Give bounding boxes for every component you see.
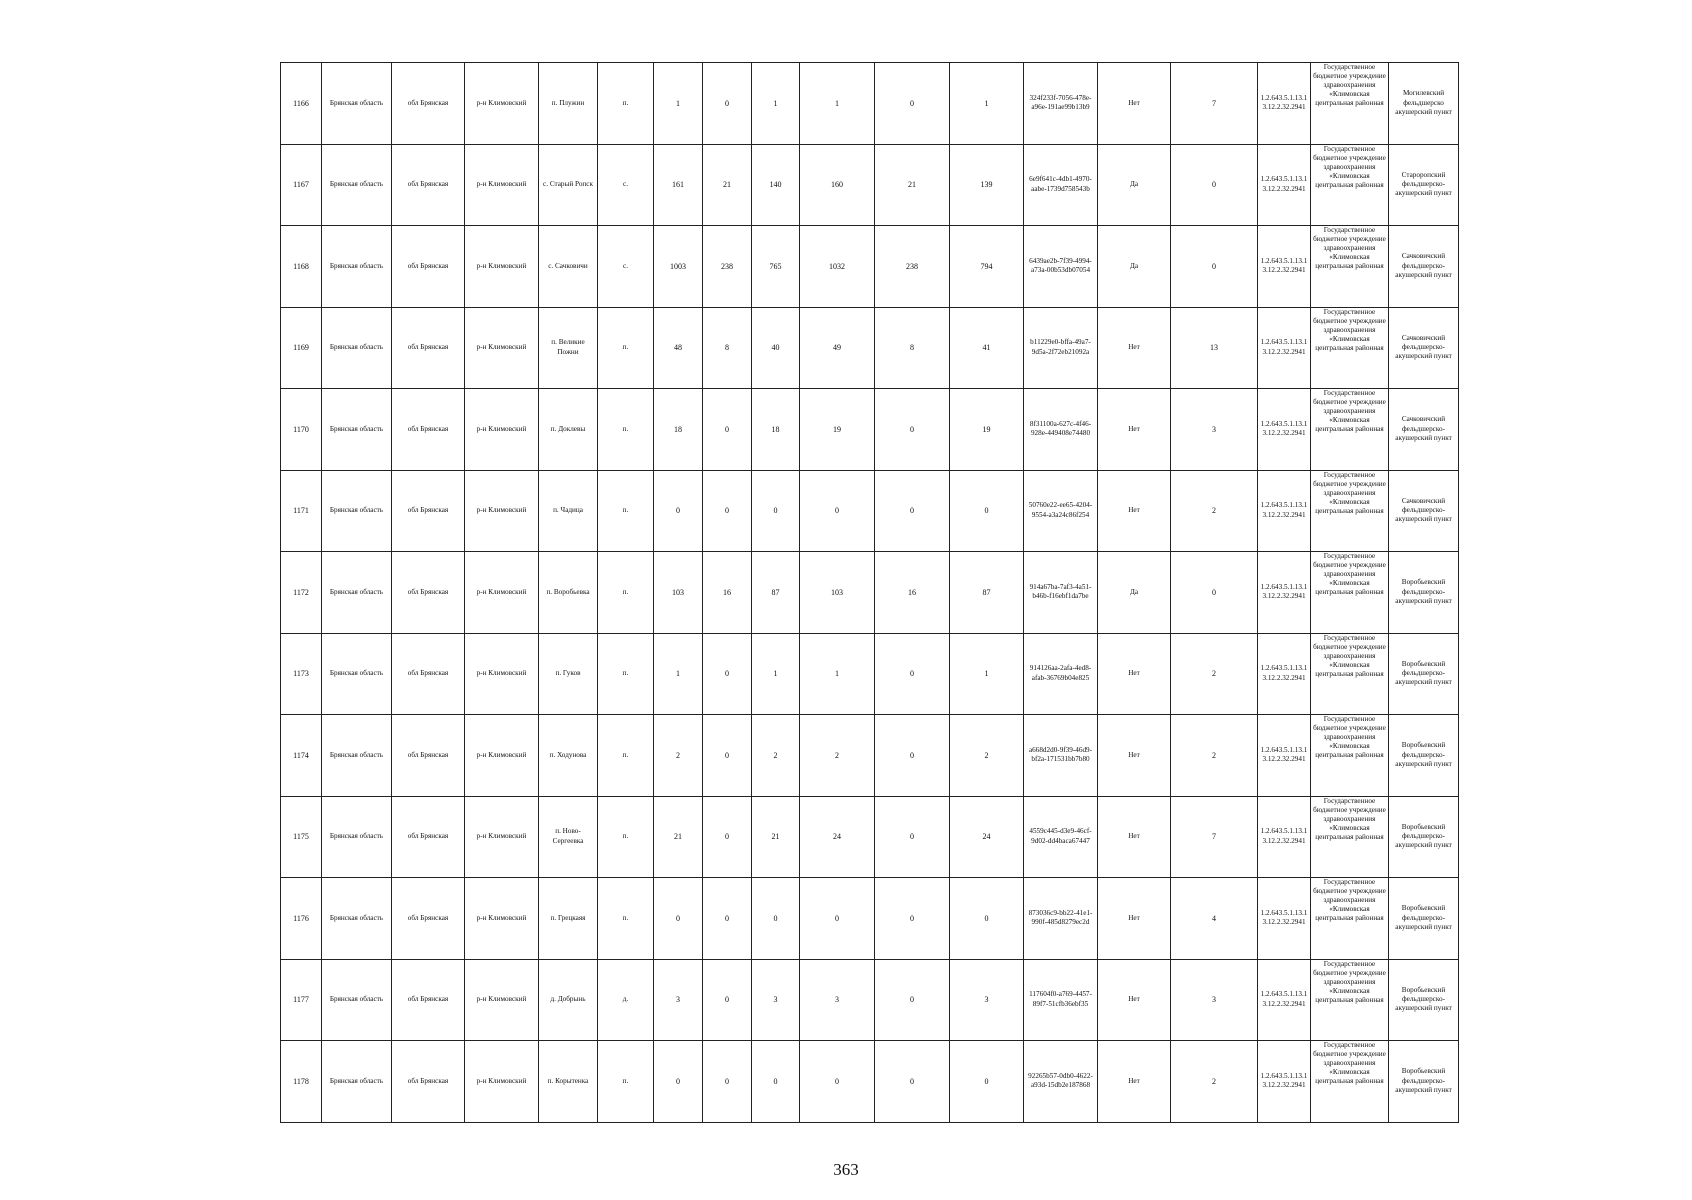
cell-population-2019-children: 0 [703,633,752,715]
cell-facility-name: Воробьевский фельдшерско-акушерский пункт [1389,796,1459,878]
cell-organization-oid: 1.2.643.5.1.13.13.12.2.32.2941 [1258,959,1311,1041]
cell-facility-name: Воробьевский фельдшерско-акушерский пункт [1389,878,1459,960]
cell-population-2020-children: 0 [875,633,950,715]
cell-organization-oid: 1.2.643.5.1.13.13.12.2.32.2941 [1258,878,1311,960]
cell-population-2020-total: 1 [800,63,875,145]
cell-settlement-type: п. [598,878,654,960]
cell-population-2019-adults: 0 [752,1041,800,1123]
cell-population-2019-adults: 0 [752,878,800,960]
cell-population-2019-total: 21 [654,796,703,878]
cell-organization-name: Государственное бюджетное учреждение здравоохранения «Климовская центральная районная [1311,715,1389,797]
cell-settlement-type: с. [598,144,654,226]
cell-row-number: 1170 [281,389,322,471]
cell-settlement-guid: b11229e0-bffa-49a7-9d5a-2f72eb21092a [1024,307,1098,389]
cell-district: р-н Климовский [465,226,539,308]
cell-population-2020-adults: 3 [950,959,1024,1041]
cell-population-2020-children: 0 [875,63,950,145]
cell-population-2019-adults: 0 [752,470,800,552]
cell-has-medical-facility: Нет [1098,307,1171,389]
page-number: 363 [833,1160,859,1179]
table-row [281,389,1459,471]
cell-district: р-н Климовский [465,878,539,960]
cell-region-short: обл Брянская [392,307,465,389]
cell-settlement: п. Доклевы [539,389,598,471]
cell-population-2019-children: 21 [703,144,752,226]
cell-population-2019-total: 0 [654,470,703,552]
cell-has-medical-facility: Нет [1098,470,1171,552]
cell-distance-km: 3 [1171,959,1258,1041]
cell-settlement-type: с. [598,226,654,308]
cell-organization-name: Государственное бюджетное учреждение здравоохранения «Климовская центральная районная [1311,470,1389,552]
cell-settlement-guid: a668d2d0-9f39-46d9-bf2a-171531bb7b80 [1024,715,1098,797]
cell-population-2019-total: 1003 [654,226,703,308]
table-row [281,63,1459,145]
cell-population-2019-children: 0 [703,715,752,797]
cell-region-short: обл Брянская [392,226,465,308]
cell-organization-oid: 1.2.643.5.1.13.13.12.2.32.2941 [1258,633,1311,715]
cell-district: р-н Климовский [465,307,539,389]
cell-facility-name: Сачковичский фельдшерско-акушерский пункт [1389,470,1459,552]
cell-row-number: 1166 [281,63,322,145]
cell-population-2019-adults: 1 [752,633,800,715]
cell-distance-km: 13 [1171,307,1258,389]
cell-settlement-type: п. [598,307,654,389]
cell-distance-km: 2 [1171,633,1258,715]
cell-organization-oid: 1.2.643.5.1.13.13.12.2.32.2941 [1258,1041,1311,1123]
cell-facility-name: Могилевский фельдшерско акушерский пункт [1389,63,1459,145]
table-row [281,959,1459,1041]
cell-settlement-type: п. [598,470,654,552]
cell-population-2019-total: 2 [654,715,703,797]
table-row [281,470,1459,552]
cell-distance-km: 0 [1171,552,1258,634]
cell-population-2020-total: 19 [800,389,875,471]
cell-population-2019-adults: 87 [752,552,800,634]
cell-has-medical-facility: Да [1098,144,1171,226]
cell-settlement: п. Ходунова [539,715,598,797]
cell-region-short: обл Брянская [392,470,465,552]
cell-settlement-guid: 117604f0-a769-4457-89f7-51cfb36ebf35 [1024,959,1098,1041]
cell-row-number: 1167 [281,144,322,226]
cell-has-medical-facility: Нет [1098,796,1171,878]
cell-distance-km: 2 [1171,470,1258,552]
cell-has-medical-facility: Нет [1098,1041,1171,1123]
cell-region: Брянская область [322,389,392,471]
cell-row-number: 1172 [281,552,322,634]
cell-settlement-type: п. [598,1041,654,1123]
cell-population-2019-total: 48 [654,307,703,389]
cell-organization-oid: 1.2.643.5.1.13.13.12.2.32.2941 [1258,307,1311,389]
cell-facility-name: Староропский фельдшерско-акушерский пункт [1389,144,1459,226]
cell-population-2020-children: 238 [875,226,950,308]
cell-population-2020-children: 8 [875,307,950,389]
cell-population-2020-total: 24 [800,796,875,878]
cell-organization-name: Государственное бюджетное учреждение здравоохранения «Климовская центральная районная [1311,796,1389,878]
cell-district: р-н Климовский [465,796,539,878]
cell-population-2019-total: 1 [654,63,703,145]
cell-population-2020-adults: 1 [950,63,1024,145]
cell-has-medical-facility: Нет [1098,959,1171,1041]
table-row [281,144,1459,226]
cell-settlement-guid: 873036c9-bb22-41e1-990f-485d8279ec2d [1024,878,1098,960]
cell-population-2020-total: 0 [800,470,875,552]
cell-row-number: 1173 [281,633,322,715]
cell-population-2020-total: 1032 [800,226,875,308]
cell-population-2020-adults: 41 [950,307,1024,389]
cell-organization-oid: 1.2.643.5.1.13.13.12.2.32.2941 [1258,144,1311,226]
cell-settlement-type: п. [598,715,654,797]
settlements-table [280,62,1459,1123]
cell-organization-name: Государственное бюджетное учреждение здравоохранения «Климовская центральная районная [1311,389,1389,471]
cell-population-2020-total: 1 [800,633,875,715]
cell-population-2020-children: 0 [875,470,950,552]
cell-population-2020-adults: 0 [950,470,1024,552]
cell-district: р-н Климовский [465,552,539,634]
cell-has-medical-facility: Нет [1098,389,1171,471]
cell-settlement-type: п. [598,552,654,634]
cell-population-2020-total: 2 [800,715,875,797]
cell-population-2020-children: 0 [875,959,950,1041]
cell-population-2019-adults: 21 [752,796,800,878]
cell-region: Брянская область [322,796,392,878]
cell-facility-name: Воробьевский фельдшерско-акушерский пункт [1389,552,1459,634]
cell-distance-km: 2 [1171,715,1258,797]
cell-row-number: 1178 [281,1041,322,1123]
cell-population-2019-children: 238 [703,226,752,308]
cell-population-2020-total: 160 [800,144,875,226]
cell-population-2020-children: 0 [875,389,950,471]
cell-settlement: п. Чадица [539,470,598,552]
cell-settlement-guid: 324f233f-7056-478e-a96e-191ae99b13b9 [1024,63,1098,145]
cell-distance-km: 4 [1171,878,1258,960]
cell-settlement: п. Ново-Сергеевка [539,796,598,878]
cell-organization-name: Государственное бюджетное учреждение здравоохранения «Климовская центральная районная [1311,552,1389,634]
table-row [281,878,1459,960]
cell-population-2020-total: 49 [800,307,875,389]
cell-distance-km: 3 [1171,389,1258,471]
cell-population-2019-adults: 1 [752,63,800,145]
cell-region: Брянская область [322,633,392,715]
cell-settlement-type: п. [598,796,654,878]
cell-settlement: д. Добрынь [539,959,598,1041]
cell-district: р-н Климовский [465,1041,539,1123]
cell-population-2019-total: 0 [654,878,703,960]
cell-distance-km: 7 [1171,63,1258,145]
cell-settlement-type: п. [598,633,654,715]
cell-population-2020-total: 3 [800,959,875,1041]
cell-settlement: с. Сачковичи [539,226,598,308]
cell-district: р-н Климовский [465,63,539,145]
cell-region-short: обл Брянская [392,796,465,878]
cell-district: р-н Климовский [465,715,539,797]
cell-settlement: п. Грецкаяя [539,878,598,960]
cell-settlement-type: п. [598,63,654,145]
cell-distance-km: 0 [1171,144,1258,226]
cell-region-short: обл Брянская [392,878,465,960]
cell-population-2019-children: 0 [703,389,752,471]
cell-settlement-guid: 50760e22-ee65-4204-9554-a3a24c86f254 [1024,470,1098,552]
cell-district: р-н Климовский [465,389,539,471]
cell-row-number: 1168 [281,226,322,308]
cell-population-2020-adults: 0 [950,878,1024,960]
cell-population-2019-total: 161 [654,144,703,226]
cell-region-short: обл Брянская [392,1041,465,1123]
cell-region: Брянская область [322,144,392,226]
cell-population-2019-children: 0 [703,470,752,552]
cell-population-2020-adults: 24 [950,796,1024,878]
cell-population-2020-children: 0 [875,1041,950,1123]
cell-row-number: 1169 [281,307,322,389]
table-row [281,633,1459,715]
cell-region: Брянская область [322,63,392,145]
cell-settlement-type: п. [598,389,654,471]
cell-population-2019-total: 0 [654,1041,703,1123]
cell-organization-name: Государственное бюджетное учреждение здравоохранения «Климовская центральная районная [1311,633,1389,715]
cell-organization-oid: 1.2.643.5.1.13.13.12.2.32.2941 [1258,715,1311,797]
cell-distance-km: 2 [1171,1041,1258,1123]
cell-facility-name: Сачковичский фельдшерско-акушерский пункт [1389,226,1459,308]
cell-has-medical-facility: Нет [1098,63,1171,145]
cell-organization-name: Государственное бюджетное учреждение здравоохранения «Климовская центральная районная [1311,1041,1389,1123]
cell-region-short: обл Брянская [392,144,465,226]
cell-population-2020-children: 0 [875,878,950,960]
cell-has-medical-facility: Нет [1098,715,1171,797]
cell-row-number: 1176 [281,878,322,960]
cell-distance-km: 7 [1171,796,1258,878]
cell-has-medical-facility: Нет [1098,633,1171,715]
cell-settlement-guid: 4559c445-d3e9-46cf-9d02-dd4baca67447 [1024,796,1098,878]
cell-population-2020-children: 16 [875,552,950,634]
cell-population-2019-adults: 3 [752,959,800,1041]
cell-region-short: обл Брянская [392,633,465,715]
cell-settlement: с. Старый Ропск [539,144,598,226]
cell-population-2019-total: 1 [654,633,703,715]
cell-region-short: обл Брянская [392,389,465,471]
cell-population-2020-adults: 87 [950,552,1024,634]
cell-facility-name: Воробьевский фельдшерско-акушерский пункт [1389,959,1459,1041]
cell-settlement-guid: 92265b57-0db0-4622-a93d-15db2e187868 [1024,1041,1098,1123]
cell-region: Брянская область [322,715,392,797]
cell-population-2019-children: 0 [703,63,752,145]
cell-population-2019-children: 0 [703,796,752,878]
cell-organization-oid: 1.2.643.5.1.13.13.12.2.32.2941 [1258,389,1311,471]
cell-region: Брянская область [322,226,392,308]
cell-organization-oid: 1.2.643.5.1.13.13.12.2.32.2941 [1258,552,1311,634]
cell-settlement: п. Воробьевка [539,552,598,634]
cell-district: р-н Климовский [465,470,539,552]
cell-population-2019-adults: 140 [752,144,800,226]
cell-population-2020-adults: 1 [950,633,1024,715]
table-row [281,1041,1459,1123]
cell-population-2020-children: 0 [875,715,950,797]
cell-population-2020-total: 0 [800,1041,875,1123]
cell-row-number: 1175 [281,796,322,878]
cell-organization-oid: 1.2.643.5.1.13.13.12.2.32.2941 [1258,63,1311,145]
cell-has-medical-facility: Да [1098,226,1171,308]
cell-region-short: обл Брянская [392,959,465,1041]
cell-population-2019-adults: 2 [752,715,800,797]
cell-region: Брянская область [322,1041,392,1123]
cell-facility-name: Воробьевский фельдшерско-акушерский пункт [1389,715,1459,797]
cell-region: Брянская область [322,470,392,552]
cell-region-short: обл Брянская [392,715,465,797]
cell-settlement-type: д. [598,959,654,1041]
cell-population-2019-children: 0 [703,1041,752,1123]
cell-facility-name: Сачковичский фельдшерско-акушерский пункт [1389,307,1459,389]
cell-row-number: 1177 [281,959,322,1041]
cell-has-medical-facility: Нет [1098,878,1171,960]
cell-settlement-guid: 8f31100a-627c-4f46-928e-449408e74480 [1024,389,1098,471]
cell-region: Брянская область [322,307,392,389]
table-row [281,552,1459,634]
cell-organization-name: Государственное бюджетное учреждение здравоохранения «Климовская центральная районная [1311,63,1389,145]
cell-population-2020-adults: 2 [950,715,1024,797]
cell-region: Брянская область [322,552,392,634]
cell-facility-name: Воробьевский фельдшерско-акушерский пункт [1389,1041,1459,1123]
cell-population-2020-adults: 19 [950,389,1024,471]
cell-organization-oid: 1.2.643.5.1.13.13.12.2.32.2941 [1258,796,1311,878]
cell-population-2020-children: 0 [875,796,950,878]
cell-district: р-н Климовский [465,633,539,715]
cell-district: р-н Климовский [465,144,539,226]
cell-population-2019-children: 0 [703,959,752,1041]
cell-population-2019-total: 18 [654,389,703,471]
cell-region: Брянская область [322,878,392,960]
cell-distance-km: 0 [1171,226,1258,308]
cell-district: р-н Климовский [465,959,539,1041]
cell-settlement-guid: 914a67ba-7af3-4a51-b46b-f16ebf1da7be [1024,552,1098,634]
cell-population-2019-children: 16 [703,552,752,634]
cell-population-2019-total: 3 [654,959,703,1041]
cell-population-2020-adults: 0 [950,1041,1024,1123]
cell-population-2019-adults: 40 [752,307,800,389]
cell-organization-oid: 1.2.643.5.1.13.13.12.2.32.2941 [1258,226,1311,308]
cell-row-number: 1174 [281,715,322,797]
cell-settlement-guid: 6e9f641c-4db1-4970-aabe-1739d758543b [1024,144,1098,226]
cell-organization-oid: 1.2.643.5.1.13.13.12.2.32.2941 [1258,470,1311,552]
cell-population-2020-adults: 139 [950,144,1024,226]
cell-settlement-guid: 6439ae2b-7f39-4994-a73a-00b53db07054 [1024,226,1098,308]
cell-population-2019-adults: 765 [752,226,800,308]
cell-settlement-guid: 914126aa-2afa-4ed8-afab-36769b04e825 [1024,633,1098,715]
cell-facility-name: Сачковичский фельдшерско-акушерский пункт [1389,389,1459,471]
cell-settlement: п. Великие Пожни [539,307,598,389]
cell-population-2020-children: 21 [875,144,950,226]
cell-row-number: 1171 [281,470,322,552]
cell-population-2020-total: 0 [800,878,875,960]
cell-organization-name: Государственное бюджетное учреждение здравоохранения «Климовская центральная районная [1311,959,1389,1041]
cell-population-2020-total: 103 [800,552,875,634]
cell-settlement: п. Корытенка [539,1041,598,1123]
cell-organization-name: Государственное бюджетное учреждение здравоохранения «Климовская центральная районная [1311,878,1389,960]
table-row [281,307,1459,389]
table-row [281,715,1459,797]
cell-population-2020-adults: 794 [950,226,1024,308]
cell-organization-name: Государственное бюджетное учреждение здравоохранения «Климовская центральная районная [1311,307,1389,389]
cell-settlement: п. Плужин [539,63,598,145]
cell-population-2019-adults: 18 [752,389,800,471]
cell-organization-name: Государственное бюджетное учреждение здравоохранения «Климовская центральная районная [1311,144,1389,226]
cell-region-short: обл Брянская [392,552,465,634]
cell-region-short: обл Брянская [392,63,465,145]
cell-region: Брянская область [322,959,392,1041]
cell-organization-name: Государственное бюджетное учреждение здравоохранения «Климовская центральная районная [1311,226,1389,308]
table-row [281,226,1459,308]
table-row [281,796,1459,878]
cell-population-2019-children: 8 [703,307,752,389]
cell-settlement: п. Гуков [539,633,598,715]
cell-population-2019-children: 0 [703,878,752,960]
cell-facility-name: Воробьевский фельдшерско-акушерский пункт [1389,633,1459,715]
cell-has-medical-facility: Да [1098,552,1171,634]
cell-population-2019-total: 103 [654,552,703,634]
